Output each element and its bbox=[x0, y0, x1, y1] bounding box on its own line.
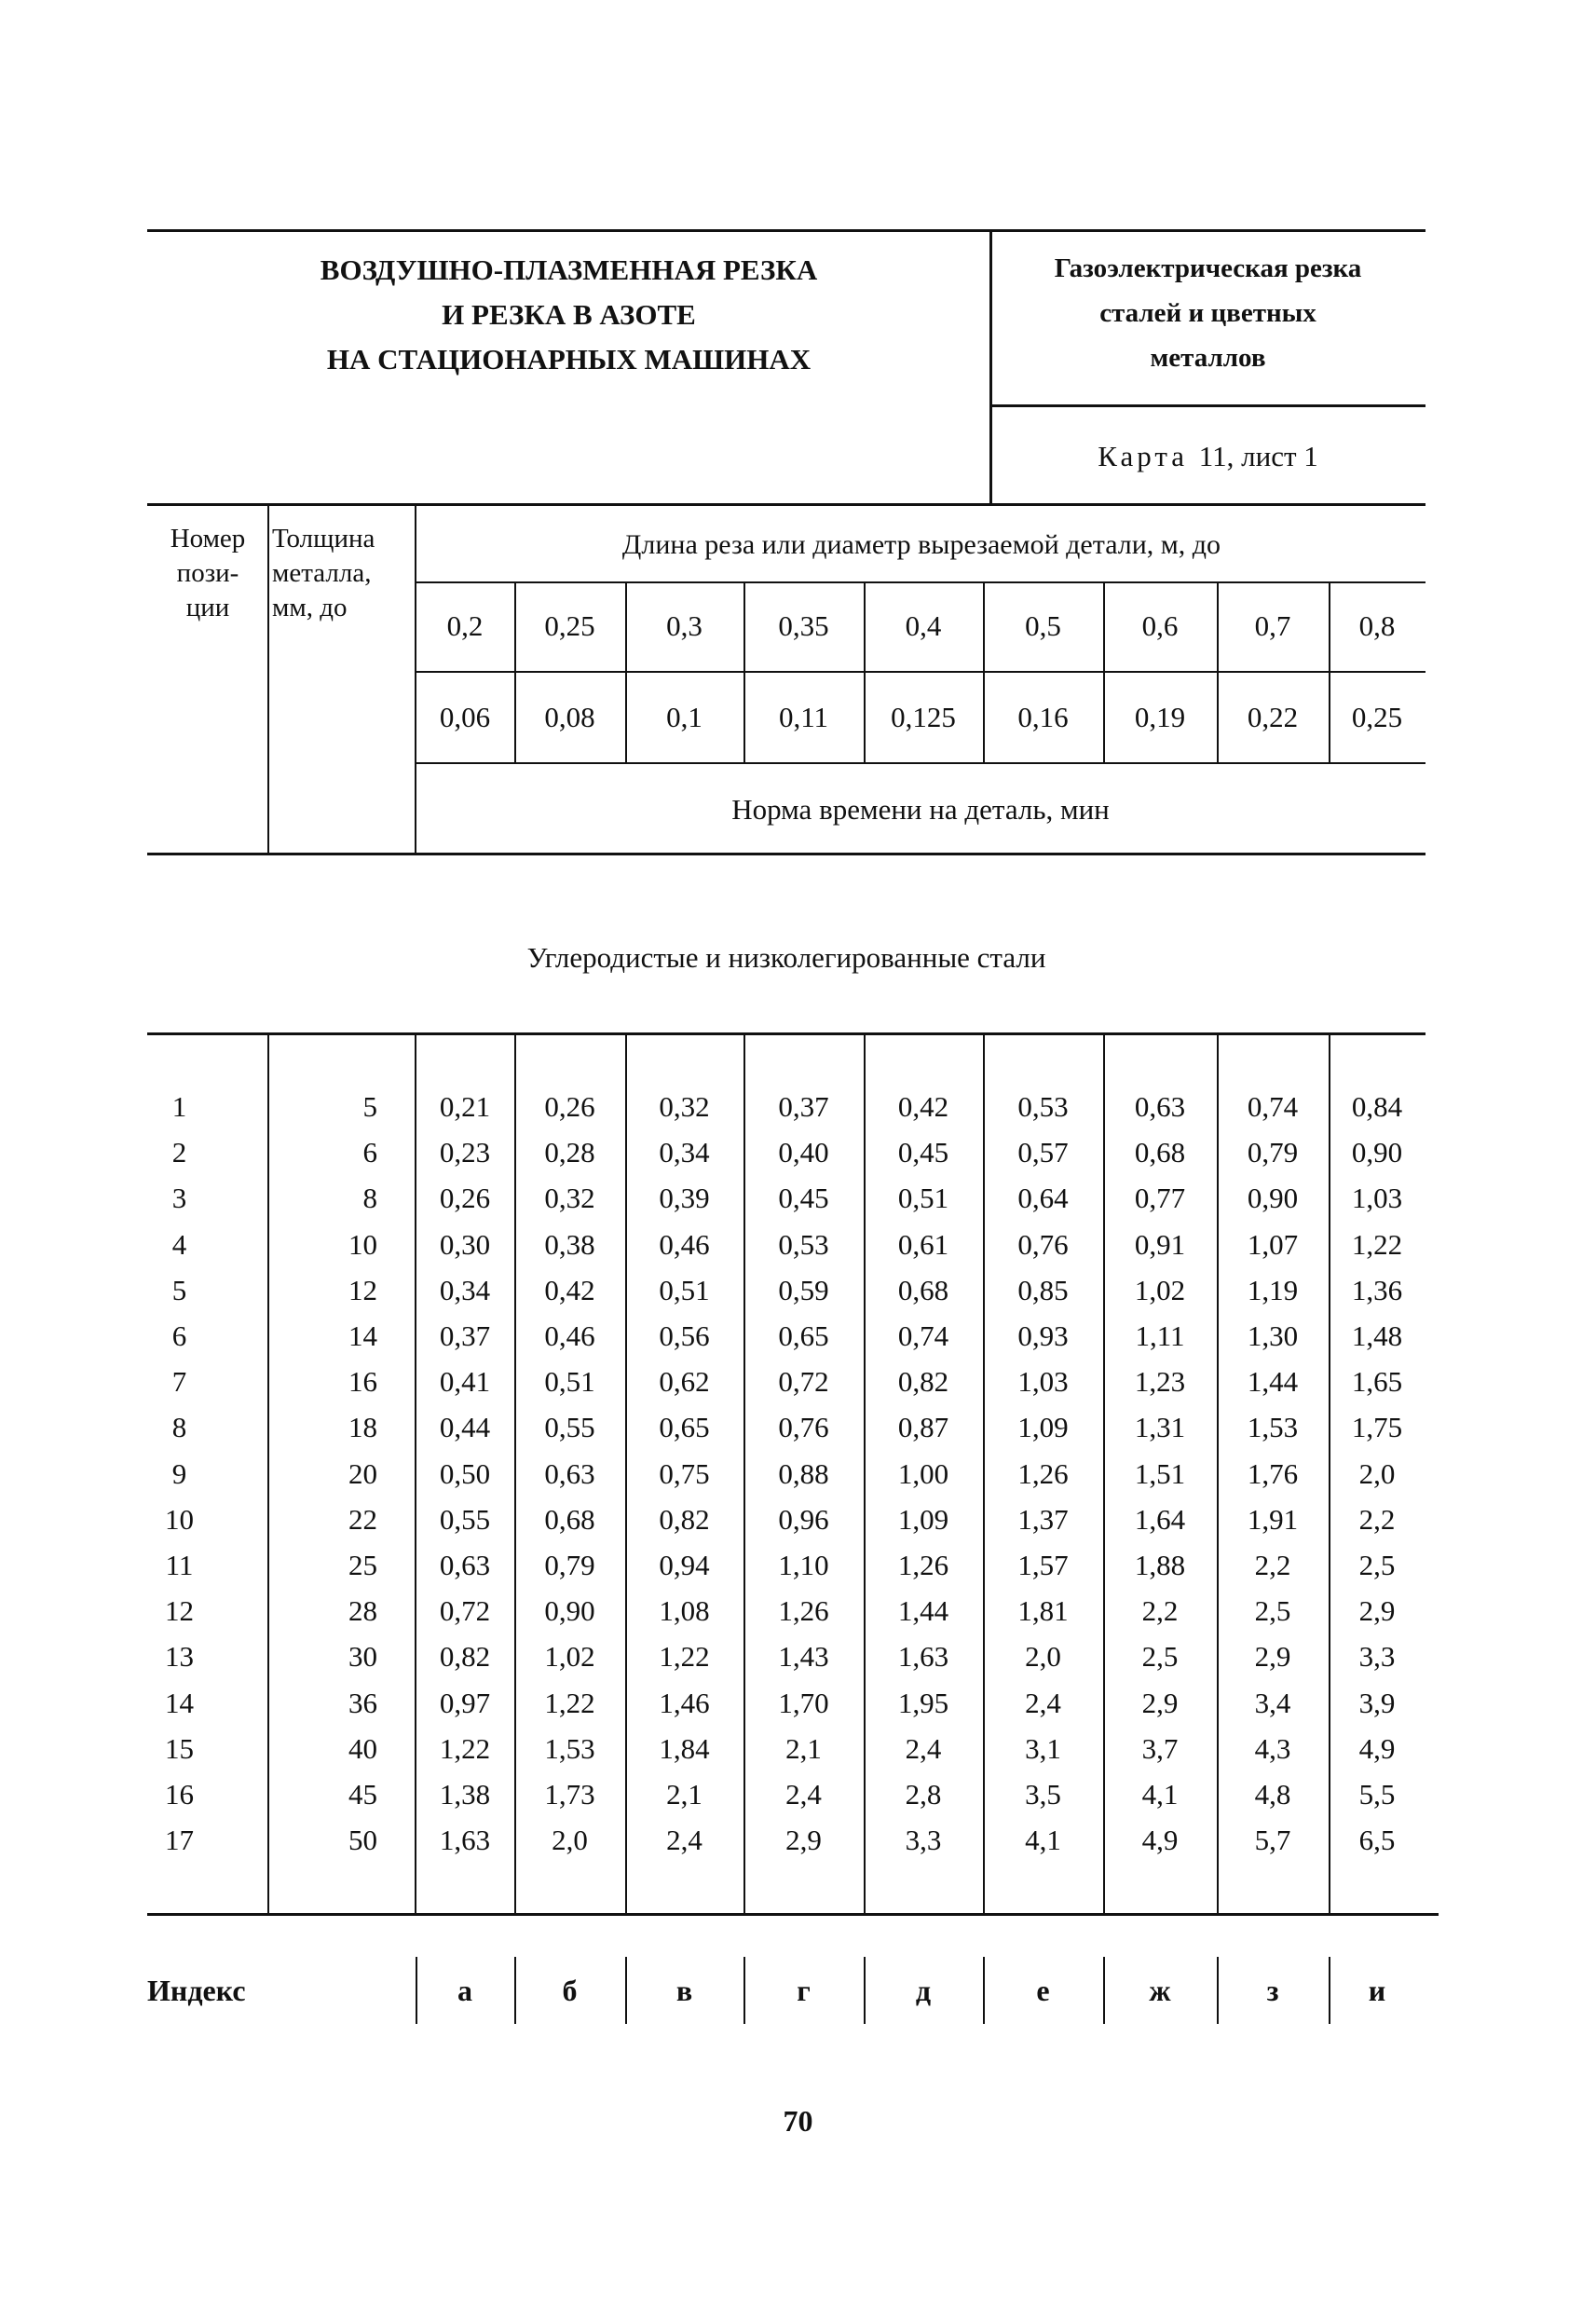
norm-value: 0,42 bbox=[544, 1274, 595, 1306]
norm-value: 0,40 bbox=[778, 1136, 829, 1169]
thickness-value: 22 bbox=[348, 1503, 377, 1536]
norm-value: 2,5 bbox=[1254, 1594, 1291, 1627]
norm-value: 0,26 bbox=[544, 1090, 595, 1123]
norm-value: 0,76 bbox=[778, 1411, 829, 1443]
norm-value: 2,9 bbox=[1141, 1687, 1179, 1719]
position-number: 8 bbox=[171, 1411, 187, 1443]
data-table-top-rule bbox=[147, 1032, 1425, 1035]
category-line-3: металлов bbox=[1150, 343, 1266, 373]
norm-value: 4,1 bbox=[1141, 1778, 1179, 1811]
header-value-divider bbox=[983, 581, 985, 764]
norm-value: 3,9 bbox=[1358, 1687, 1396, 1719]
thickness-value: 50 bbox=[348, 1824, 377, 1856]
norm-value: 1,53 bbox=[1247, 1411, 1299, 1443]
data-table-bottom-rule bbox=[147, 1913, 1439, 1916]
length-value: 0,35 bbox=[778, 609, 829, 642]
norm-value: 1,02 bbox=[544, 1640, 595, 1673]
header-title-block bbox=[147, 229, 990, 505]
index-divider bbox=[416, 1957, 417, 2024]
norm-value: 1,26 bbox=[897, 1549, 949, 1581]
norm-value: 0,26 bbox=[439, 1182, 491, 1214]
norm-value: 0,82 bbox=[659, 1503, 710, 1536]
position-number: 4 bbox=[171, 1228, 187, 1261]
length-header-underline bbox=[416, 581, 1425, 583]
norm-value: 1,30 bbox=[1247, 1319, 1299, 1352]
norm-value: 0,51 bbox=[659, 1274, 710, 1306]
norm-value: 0,50 bbox=[439, 1457, 491, 1490]
thickness-column-header bbox=[272, 522, 412, 625]
norm-value: 2,9 bbox=[785, 1824, 822, 1856]
index-divider bbox=[625, 1957, 627, 2024]
norm-value: 1,43 bbox=[778, 1640, 829, 1673]
norm-value: 0,45 bbox=[897, 1136, 949, 1169]
category-line-1: Газоэлектрическая резка bbox=[1054, 253, 1362, 283]
norm-value: 0,23 bbox=[439, 1136, 491, 1169]
index-letter: ж bbox=[1149, 1974, 1171, 2007]
header-value-divider bbox=[514, 581, 516, 764]
norm-value: 0,82 bbox=[897, 1365, 949, 1398]
norm-value: 0,75 bbox=[659, 1457, 710, 1490]
index-divider bbox=[514, 1957, 516, 2024]
index-letter: г bbox=[797, 1974, 811, 2007]
norm-value: 1,46 bbox=[659, 1687, 710, 1719]
norm-value: 0,44 bbox=[439, 1411, 491, 1443]
header-col-line-1 bbox=[267, 506, 269, 855]
norm-value: 1,64 bbox=[1134, 1503, 1186, 1536]
norm-value: 3,3 bbox=[1358, 1640, 1396, 1673]
norm-value: 0,61 bbox=[897, 1228, 949, 1261]
position-header-line: Номер bbox=[170, 524, 246, 554]
length-value: 0,5 bbox=[1025, 609, 1061, 642]
lengths-row-underline bbox=[416, 671, 1425, 673]
length-value: 0,2 bbox=[446, 609, 484, 642]
position-header-line: пози- bbox=[176, 558, 239, 588]
header-value-divider bbox=[1329, 581, 1330, 764]
norm-value: 0,88 bbox=[778, 1457, 829, 1490]
norm-value: 1,48 bbox=[1351, 1319, 1403, 1352]
norm-value: 0,94 bbox=[659, 1549, 710, 1581]
thickness-value: 5 bbox=[362, 1090, 377, 1123]
diameter-value: 0,08 bbox=[544, 701, 595, 733]
norm-value: 0,53 bbox=[778, 1228, 829, 1261]
norm-value: 0,46 bbox=[659, 1228, 710, 1261]
position-number: 9 bbox=[171, 1457, 187, 1490]
norm-value: 1,10 bbox=[778, 1549, 829, 1581]
norm-value: 2,4 bbox=[1025, 1687, 1061, 1719]
index-letter: б bbox=[562, 1974, 578, 2007]
length-value: 0,7 bbox=[1254, 609, 1291, 642]
norm-value: 0,21 bbox=[439, 1090, 491, 1123]
position-number: 13 bbox=[165, 1640, 194, 1673]
norm-value: 1,44 bbox=[1247, 1365, 1299, 1398]
header-value-divider bbox=[625, 581, 627, 764]
norm-value: 1,53 bbox=[544, 1732, 595, 1765]
category-line-2: сталей и цветных bbox=[1099, 298, 1316, 328]
position-header-line: ции bbox=[185, 593, 230, 622]
norm-value: 4,3 bbox=[1254, 1732, 1291, 1765]
diameter-value: 0,22 bbox=[1247, 701, 1299, 733]
norm-value: 0,63 bbox=[439, 1549, 491, 1581]
norm-value: 1,26 bbox=[1017, 1457, 1069, 1490]
position-number: 15 bbox=[165, 1732, 194, 1765]
header-divider-vertical bbox=[989, 229, 992, 505]
norm-value: 1,95 bbox=[897, 1687, 949, 1719]
norm-value: 0,62 bbox=[659, 1365, 710, 1398]
diameter-value: 0,25 bbox=[1351, 701, 1403, 733]
norm-value: 0,55 bbox=[439, 1503, 491, 1536]
norm-value: 4,1 bbox=[1025, 1824, 1061, 1856]
norm-value: 0,68 bbox=[544, 1503, 595, 1536]
thickness-value: 8 bbox=[362, 1182, 377, 1214]
norm-value: 2,8 bbox=[905, 1778, 942, 1811]
norm-value: 1,91 bbox=[1247, 1503, 1299, 1536]
norm-value: 0,51 bbox=[544, 1365, 595, 1398]
page-number: 70 bbox=[783, 2104, 813, 2138]
norm-value: 0,39 bbox=[659, 1182, 710, 1214]
norm-value: 1,22 bbox=[439, 1732, 491, 1765]
thickness-header-line: мм, до bbox=[272, 593, 348, 622]
header-bottom-rule bbox=[147, 503, 1425, 506]
diameter-value: 0,1 bbox=[666, 701, 703, 733]
norm-value: 0,65 bbox=[659, 1411, 710, 1443]
index-letter: з bbox=[1266, 1974, 1279, 2007]
norm-value: 2,4 bbox=[666, 1824, 703, 1856]
norm-value: 4,9 bbox=[1141, 1824, 1179, 1856]
norm-value: 3,3 bbox=[905, 1824, 942, 1856]
norm-value: 0,30 bbox=[439, 1228, 491, 1261]
norm-value: 0,96 bbox=[778, 1503, 829, 1536]
norm-value: 0,38 bbox=[544, 1228, 595, 1261]
norm-value: 2,9 bbox=[1358, 1594, 1396, 1627]
norm-value: 1,76 bbox=[1247, 1457, 1299, 1490]
norm-value: 0,91 bbox=[1134, 1228, 1186, 1261]
thickness-value: 36 bbox=[348, 1687, 377, 1719]
header-value-divider bbox=[864, 581, 866, 764]
norm-value: 0,53 bbox=[1017, 1090, 1069, 1123]
norm-value: 0,45 bbox=[778, 1182, 829, 1214]
norm-value: 0,72 bbox=[439, 1594, 491, 1627]
norm-value: 0,34 bbox=[659, 1136, 710, 1169]
norm-value: 1,38 bbox=[439, 1778, 491, 1811]
norm-value: 0,90 bbox=[544, 1594, 595, 1627]
index-divider bbox=[1217, 1957, 1219, 2024]
norm-value: 1,37 bbox=[1017, 1503, 1069, 1536]
norm-value: 2,5 bbox=[1358, 1549, 1396, 1581]
index-label: Индекс bbox=[147, 1974, 246, 2007]
norm-value: 0,97 bbox=[439, 1687, 491, 1719]
norm-value: 2,9 bbox=[1254, 1640, 1291, 1673]
norm-value: 5,5 bbox=[1358, 1778, 1396, 1811]
length-value: 0,8 bbox=[1358, 609, 1396, 642]
norm-value: 0,90 bbox=[1247, 1182, 1299, 1214]
diameter-value: 0,06 bbox=[439, 701, 491, 733]
length-header: Длина реза или диаметр вырезаемой детали, м, до bbox=[621, 529, 1221, 560]
index-letter: в bbox=[675, 1974, 693, 2007]
norm-value: 0,42 bbox=[897, 1090, 949, 1123]
norm-value: 0,87 bbox=[897, 1411, 949, 1443]
norm-value: 0,63 bbox=[1134, 1090, 1186, 1123]
diameters-row-underline bbox=[416, 762, 1425, 764]
norm-value: 0,90 bbox=[1351, 1136, 1403, 1169]
norm-value: 0,79 bbox=[544, 1549, 595, 1581]
thickness-value: 10 bbox=[348, 1228, 377, 1261]
diameter-value: 0,125 bbox=[891, 701, 956, 733]
norm-value: 1,36 bbox=[1351, 1274, 1403, 1306]
index-divider bbox=[983, 1957, 985, 2024]
thickness-header-line: Толщина bbox=[272, 524, 375, 554]
position-number: 11 bbox=[165, 1549, 194, 1581]
thickness-value: 12 bbox=[348, 1274, 377, 1306]
title-line-2: И РЕЗКА В АЗОТЕ bbox=[442, 298, 696, 331]
norm-value: 3,7 bbox=[1141, 1732, 1179, 1765]
norm-value: 0,37 bbox=[439, 1319, 491, 1352]
norm-value: 0,63 bbox=[544, 1457, 595, 1490]
norm-value: 1,03 bbox=[1351, 1182, 1403, 1214]
norm-value: 1,88 bbox=[1134, 1549, 1186, 1581]
header-category-block bbox=[990, 229, 1425, 505]
norm-value: 1,70 bbox=[778, 1687, 829, 1719]
norm-value: 0,74 bbox=[1247, 1090, 1299, 1123]
position-number: 16 bbox=[165, 1778, 194, 1811]
norm-value: 3,5 bbox=[1025, 1778, 1061, 1811]
norm-value: 2,2 bbox=[1141, 1594, 1179, 1627]
index-divider bbox=[743, 1957, 745, 2024]
norm-value: 1,31 bbox=[1134, 1411, 1186, 1443]
norm-value: 1,23 bbox=[1134, 1365, 1186, 1398]
norm-value: 0,64 bbox=[1017, 1182, 1069, 1214]
header-value-divider bbox=[1103, 581, 1105, 764]
length-value: 0,4 bbox=[905, 609, 942, 642]
norm-value: 0,28 bbox=[544, 1136, 595, 1169]
thickness-value: 40 bbox=[348, 1732, 377, 1765]
title-line-3: НА СТАЦИОНАРНЫХ МАШИНАХ bbox=[326, 343, 812, 376]
norm-value: 3,4 bbox=[1254, 1687, 1291, 1719]
norm-value: 0,79 bbox=[1247, 1136, 1299, 1169]
norm-value: 1,26 bbox=[778, 1594, 829, 1627]
norm-value: 1,03 bbox=[1017, 1365, 1069, 1398]
norm-value: 1,00 bbox=[897, 1457, 949, 1490]
position-number: 1 bbox=[171, 1090, 187, 1123]
position-number: 10 bbox=[165, 1503, 194, 1536]
position-number: 14 bbox=[165, 1687, 194, 1719]
card-sheet-label bbox=[990, 410, 1425, 503]
norm-value: 0,41 bbox=[439, 1365, 491, 1398]
norm-value: 0,72 bbox=[778, 1365, 829, 1398]
norm-value: 1,75 bbox=[1351, 1411, 1403, 1443]
length-value: 0,25 bbox=[544, 609, 595, 642]
norm-value: 0,57 bbox=[1017, 1136, 1069, 1169]
norm-value: 1,11 bbox=[1135, 1319, 1185, 1352]
length-value: 0,6 bbox=[1141, 609, 1179, 642]
norm-value: 1,44 bbox=[897, 1594, 949, 1627]
length-value: 0,3 bbox=[666, 609, 703, 642]
thickness-value: 18 bbox=[348, 1411, 377, 1443]
thickness-value: 25 bbox=[348, 1549, 377, 1581]
norm-value: 1,22 bbox=[544, 1687, 595, 1719]
document-header bbox=[147, 229, 1425, 505]
norm-value: 0,32 bbox=[544, 1182, 595, 1214]
thickness-value: 30 bbox=[348, 1640, 377, 1673]
position-number: 12 bbox=[165, 1594, 194, 1627]
index-divider bbox=[864, 1957, 866, 2024]
thickness-value: 20 bbox=[348, 1457, 377, 1490]
thickness-value: 6 bbox=[362, 1136, 377, 1169]
section-title: Углеродистые и низколегированные стали bbox=[526, 941, 1046, 974]
norm-value: 4,9 bbox=[1358, 1732, 1396, 1765]
thickness-value: 28 bbox=[348, 1594, 377, 1627]
norm-value: 2,5 bbox=[1141, 1640, 1179, 1673]
diameter-value: 0,11 bbox=[778, 701, 829, 733]
norm-value: 1,02 bbox=[1134, 1274, 1186, 1306]
title-line-1: ВОЗДУШНО-ПЛАЗМЕННАЯ РЕЗКА bbox=[320, 253, 818, 286]
position-number: 3 bbox=[171, 1182, 187, 1214]
position-column-header bbox=[147, 522, 268, 625]
index-letter: д bbox=[915, 1974, 932, 2007]
norm-value: 1,22 bbox=[659, 1640, 710, 1673]
norm-value: 4,8 bbox=[1254, 1778, 1291, 1811]
norm-value: 2,0 bbox=[1358, 1457, 1396, 1490]
position-number: 6 bbox=[171, 1319, 187, 1352]
header-value-divider bbox=[743, 581, 745, 764]
norm-value: 1,81 bbox=[1017, 1594, 1069, 1627]
norm-value: 0,46 bbox=[544, 1319, 595, 1352]
norm-value: 0,68 bbox=[897, 1274, 949, 1306]
index-divider bbox=[1103, 1957, 1105, 2024]
norm-value: 1,84 bbox=[659, 1732, 710, 1765]
thickness-header-line: металла, bbox=[272, 558, 372, 588]
norm-value: 6,5 bbox=[1358, 1824, 1396, 1856]
norm-value: 0,77 bbox=[1134, 1182, 1186, 1214]
norm-value: 2,0 bbox=[1025, 1640, 1061, 1673]
norm-value: 1,22 bbox=[1351, 1228, 1403, 1261]
norm-value: 0,76 bbox=[1017, 1228, 1069, 1261]
index-letter: и bbox=[1368, 1974, 1386, 2007]
norm-value: 2,1 bbox=[785, 1732, 822, 1765]
thickness-value: 16 bbox=[348, 1365, 377, 1398]
norm-value: 0,56 bbox=[659, 1319, 710, 1352]
norm-value: 1,09 bbox=[897, 1503, 949, 1536]
norm-value: 1,51 bbox=[1134, 1457, 1186, 1490]
card-label: Карта bbox=[1098, 440, 1189, 472]
norm-value: 1,63 bbox=[897, 1640, 949, 1673]
norm-value: 1,08 bbox=[659, 1594, 710, 1627]
header-grid-bottom-rule bbox=[147, 853, 1425, 855]
norm-header: Норма времени на деталь, мин bbox=[731, 793, 1110, 826]
position-number: 2 bbox=[171, 1136, 187, 1169]
norm-value: 1,19 bbox=[1247, 1274, 1299, 1306]
diameter-value: 0,16 bbox=[1017, 701, 1069, 733]
norm-value: 2,2 bbox=[1254, 1549, 1291, 1581]
thickness-value: 14 bbox=[348, 1319, 377, 1352]
diameter-value: 0,19 bbox=[1134, 701, 1186, 733]
norm-value: 0,74 bbox=[897, 1319, 949, 1352]
norm-value: 3,1 bbox=[1025, 1732, 1061, 1765]
position-number: 5 bbox=[171, 1274, 187, 1306]
card-sheet: 11, лист 1 bbox=[1198, 440, 1318, 472]
norm-value: 0,55 bbox=[544, 1411, 595, 1443]
norm-value: 2,2 bbox=[1358, 1503, 1396, 1536]
thickness-value: 45 bbox=[348, 1778, 377, 1811]
norm-value: 1,07 bbox=[1247, 1228, 1299, 1261]
header-right-mid-rule bbox=[990, 404, 1425, 407]
norm-value: 0,37 bbox=[778, 1090, 829, 1123]
norm-value: 1,09 bbox=[1017, 1411, 1069, 1443]
norm-value: 0,85 bbox=[1017, 1274, 1069, 1306]
norm-value: 0,65 bbox=[778, 1319, 829, 1352]
norm-value: 0,59 bbox=[778, 1274, 829, 1306]
header-value-divider bbox=[1217, 581, 1219, 764]
norm-value: 5,7 bbox=[1254, 1824, 1291, 1856]
norm-value: 2,1 bbox=[666, 1778, 703, 1811]
norm-value: 0,32 bbox=[659, 1090, 710, 1123]
norm-value: 0,84 bbox=[1351, 1090, 1403, 1123]
norm-value: 0,51 bbox=[897, 1182, 949, 1214]
norm-value: 1,65 bbox=[1351, 1365, 1403, 1398]
norm-value: 2,0 bbox=[552, 1824, 588, 1856]
norm-value: 0,68 bbox=[1134, 1136, 1186, 1169]
index-letter: е bbox=[1036, 1974, 1050, 2007]
norm-value: 2,4 bbox=[785, 1778, 822, 1811]
norm-value: 1,73 bbox=[544, 1778, 595, 1811]
position-number: 17 bbox=[165, 1824, 194, 1856]
norm-value: 1,57 bbox=[1017, 1549, 1069, 1581]
position-number: 7 bbox=[171, 1365, 187, 1398]
norm-value: 0,34 bbox=[439, 1274, 491, 1306]
norm-value: 0,93 bbox=[1017, 1319, 1069, 1352]
norm-value: 1,63 bbox=[439, 1824, 491, 1856]
norm-value: 2,4 bbox=[905, 1732, 942, 1765]
index-letter: а bbox=[457, 1974, 472, 2007]
index-divider bbox=[1329, 1957, 1330, 2024]
norm-value: 0,82 bbox=[439, 1640, 491, 1673]
